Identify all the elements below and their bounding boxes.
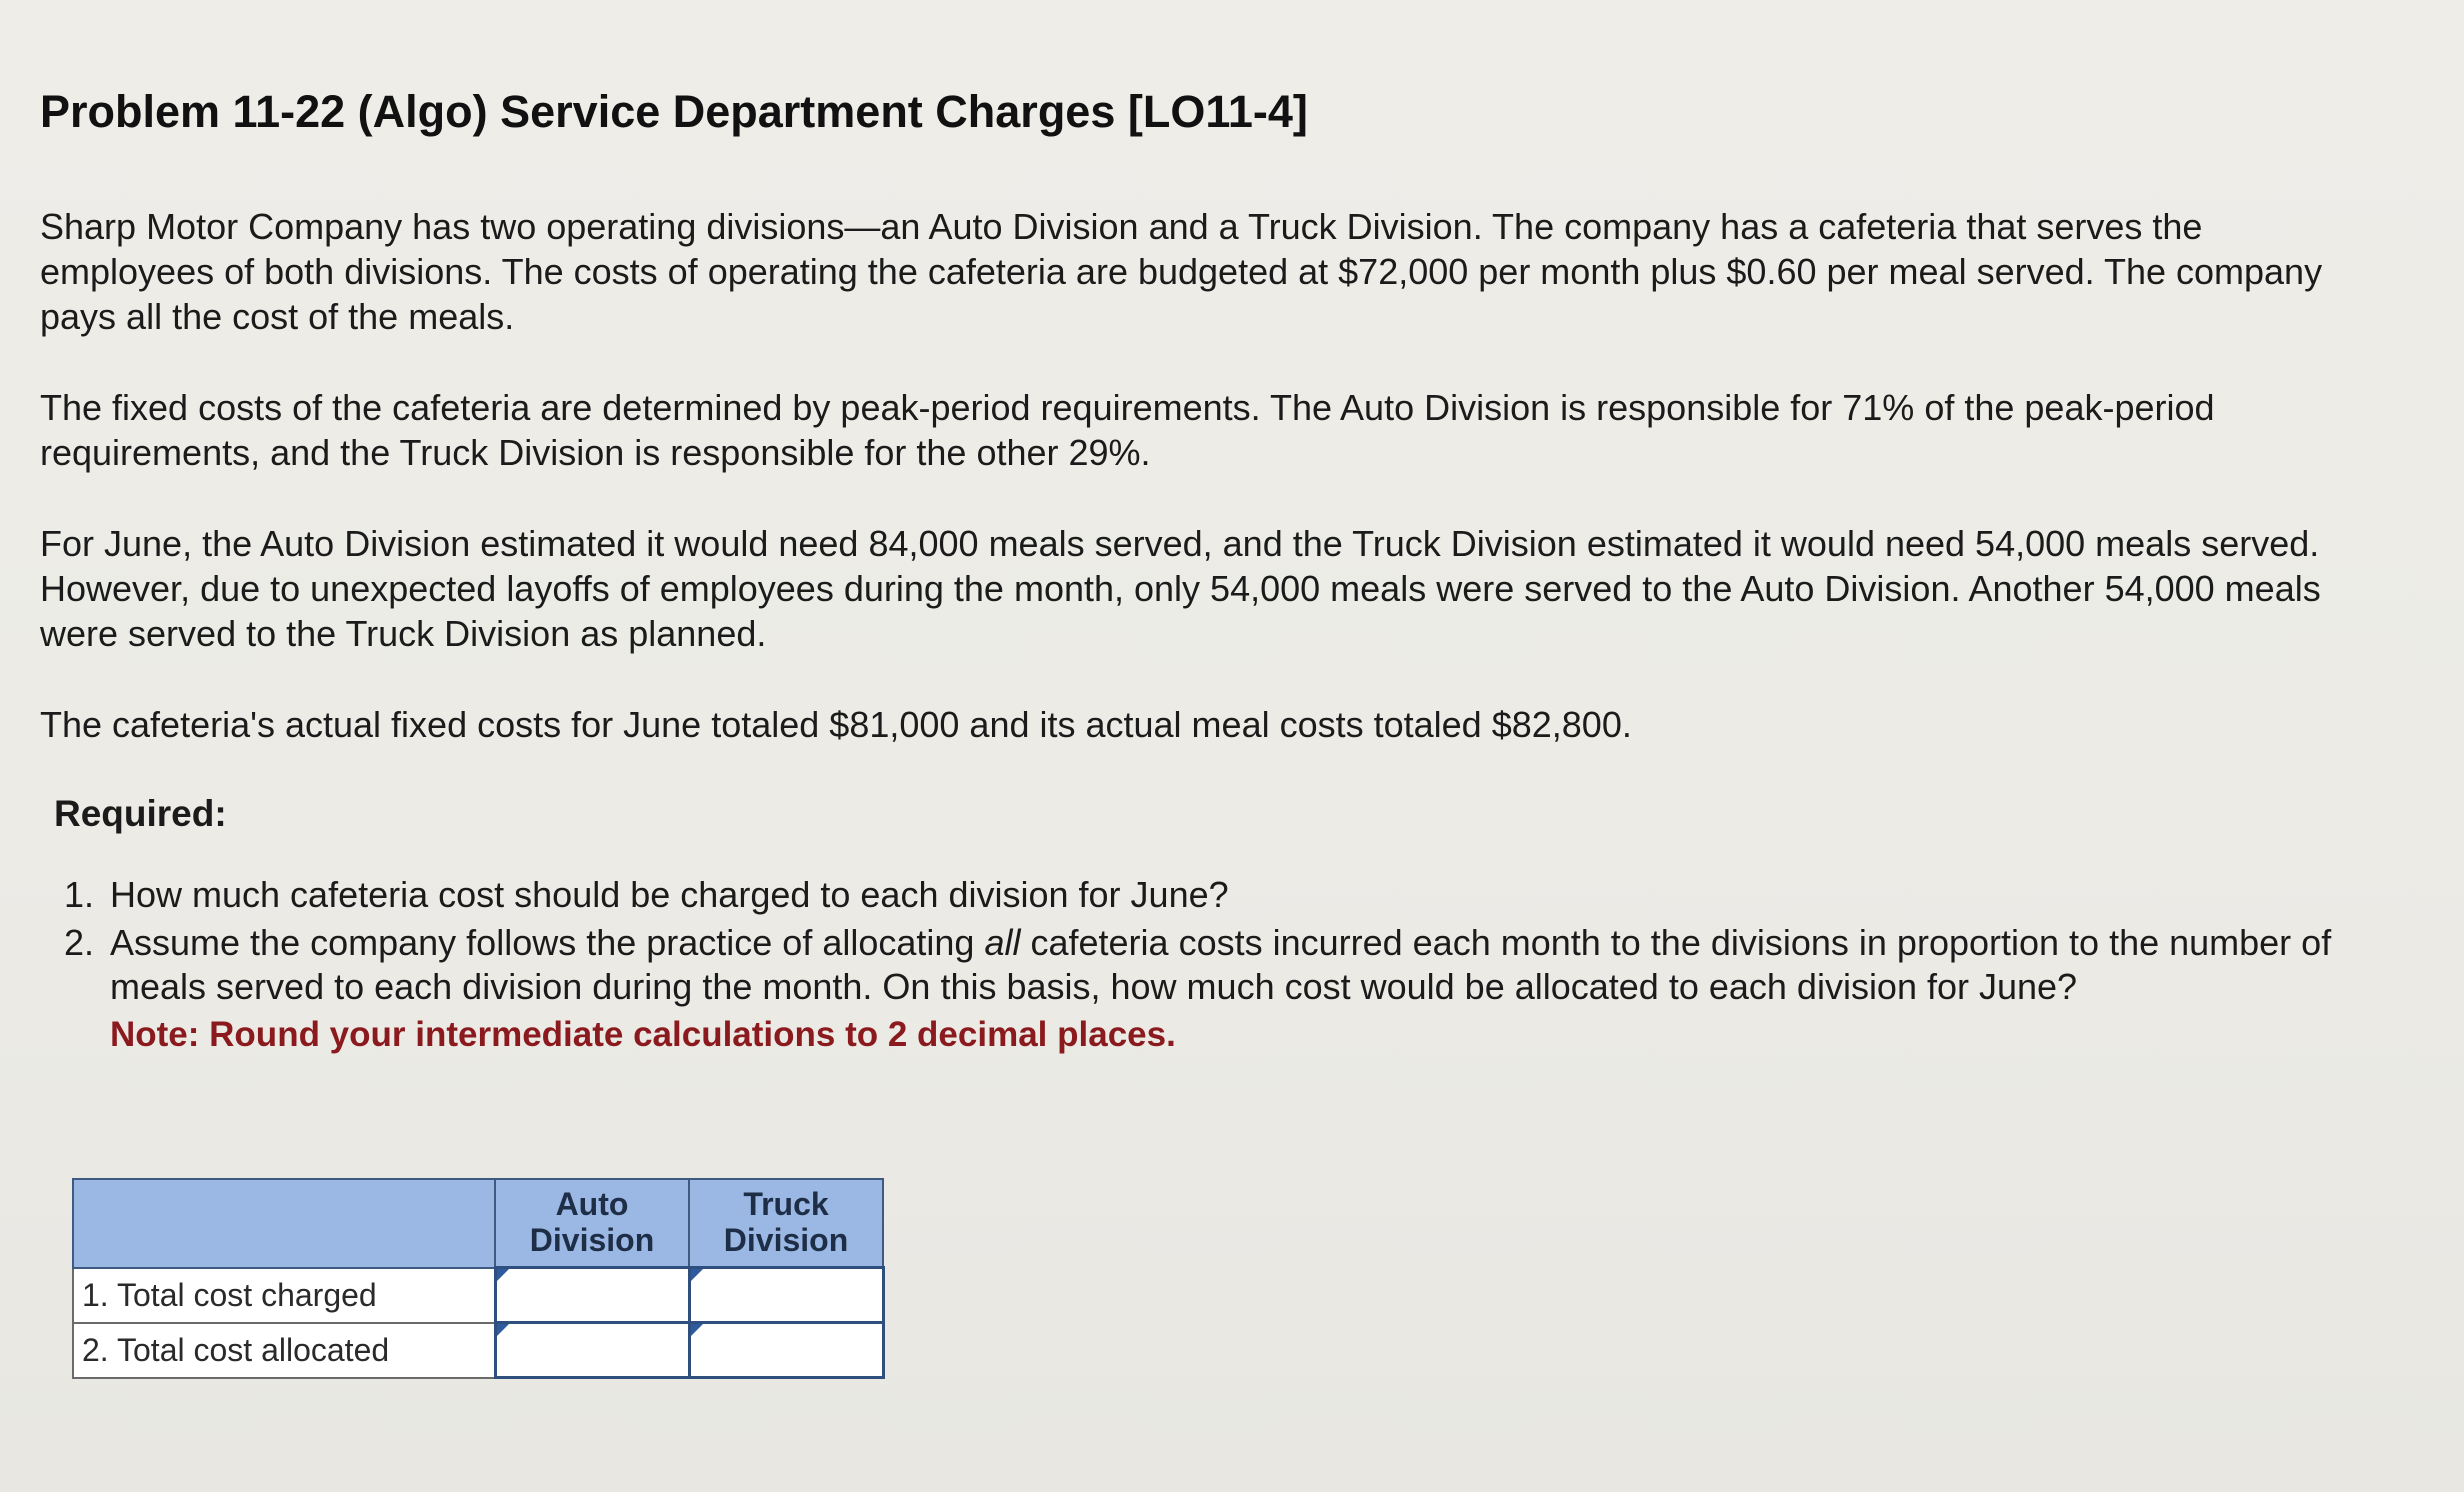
rounding-note: Note: Round your intermediate calculations to 2 decimal places. <box>110 1015 1176 1054</box>
auto-total-cost-charged-cell[interactable] <box>495 1268 689 1323</box>
question-1: 1. How much cafeteria cost should be charged to each division for June? <box>104 873 2354 917</box>
problem-title: Problem 11-22 (Algo) Service Department Charges [LO11-4] <box>40 86 1308 137</box>
problem-page <box>40 86 2340 1055</box>
cell-corner-marker-icon <box>497 1269 509 1281</box>
truck-total-cost-allocated-input[interactable] <box>691 1324 882 1376</box>
question-2 <box>104 921 2354 1009</box>
question-2-text-start: Assume the company follows the practice of allocating <box>110 922 985 963</box>
table-header-row <box>73 1179 883 1268</box>
table-row-total-cost-allocated <box>73 1323 883 1378</box>
truck-total-cost-allocated-cell[interactable] <box>689 1323 883 1378</box>
header-truck-line2: Division <box>723 1222 849 1258</box>
column-header-auto-division <box>495 1179 689 1268</box>
auto-total-cost-charged-input[interactable] <box>497 1269 688 1321</box>
cell-corner-marker-icon <box>691 1269 703 1281</box>
row-label-total-cost-allocated: 2. Total cost allocated <box>73 1323 495 1378</box>
header-truck-line1: Truck <box>743 1186 829 1222</box>
paragraph-actual-costs: The cafeteria's actual fixed costs for June totaled $81,000 and its actual meal costs totaled $82,800. <box>40 704 1632 745</box>
truck-total-cost-charged-cell[interactable] <box>689 1268 883 1323</box>
row-label-total-cost-charged: 1. Total cost charged <box>73 1268 495 1323</box>
truck-total-cost-charged-input[interactable] <box>691 1269 882 1321</box>
auto-total-cost-allocated-cell[interactable] <box>495 1323 689 1378</box>
cell-corner-marker-icon <box>691 1324 703 1336</box>
auto-total-cost-allocated-input[interactable] <box>497 1324 688 1376</box>
question-2-emphasis: all <box>984 922 1021 963</box>
paragraph-fixed-costs: The fixed costs of the cafeteria are determined by peak-period requirements. The Auto Division is responsible for 71% of the peak-period requirements, and the Truck Division is responsible for the other 29%. <box>40 387 2215 473</box>
header-auto-line2: Division <box>529 1222 655 1258</box>
table-header-blank <box>73 1179 495 1268</box>
required-questions-list <box>40 873 2354 1009</box>
question-2-text-end: cafeteria costs incurred each month to the divisions in proportion to the number of meals served to each division during the month. On this basis, how much cost would be allocated to each division for June? <box>110 922 2332 1007</box>
required-heading: Required: <box>54 793 227 834</box>
paragraph-company-description: Sharp Motor Company has two operating divisions—an Auto Division and a Truck Division. The company has a cafeteria that serves the employees of both divisions. The costs of operating the cafeteria are budgeted at $72,000 per month plus $0.60 per meal served. The company pays all the cost of the meals. <box>40 206 2323 337</box>
column-header-truck-division <box>689 1179 883 1268</box>
answer-table <box>72 1178 885 1379</box>
paragraph-june-meals: For June, the Auto Division estimated it would need 84,000 meals served, and the Truck Division estimated it would need 54,000 meals served. However, due to unexpected layoffs of employees during the month, only 54,000 meals were served to the Auto Division. Another 54,000 meals were served to the Truck Division as planned. <box>40 523 2321 654</box>
header-auto-line1: Auto <box>555 1186 629 1222</box>
table-row-total-cost-charged <box>73 1268 883 1323</box>
cell-corner-marker-icon <box>497 1324 509 1336</box>
